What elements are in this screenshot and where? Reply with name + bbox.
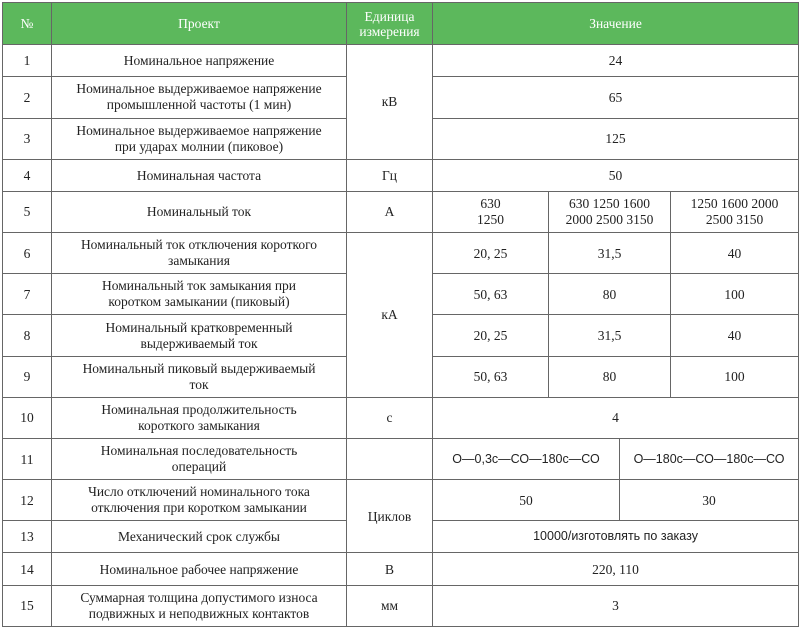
row-value: 3: [433, 585, 799, 626]
row-number: 10: [3, 397, 52, 438]
table-row: [3, 191, 799, 232]
table-row: [3, 585, 799, 626]
row-number: 15: [3, 585, 52, 626]
row-value-col3: [671, 191, 799, 232]
header-unit-line1: Единица: [364, 8, 415, 24]
table-row: [3, 233, 799, 274]
row-name-line1: Суммарная толщина допустимого износа: [80, 589, 318, 605]
row-number: 2: [3, 77, 52, 118]
row-value-col2: 80: [549, 356, 671, 397]
row-number: 8: [3, 315, 52, 356]
row-name-line1: Номинальное выдерживаемое напряжение: [76, 81, 322, 97]
spec-table: [2, 2, 799, 627]
row-name-line1: Номинальный ток отключения короткого: [80, 237, 318, 253]
value-line2: 1250: [477, 211, 504, 227]
row-value-col1: 20, 25: [433, 315, 549, 356]
row-name-line2: замыкания: [168, 253, 230, 269]
header-row: [3, 3, 799, 45]
unit-cell: В: [347, 553, 433, 585]
row-name-line2: подвижных и неподвижных контактов: [88, 605, 310, 621]
row-value: 220, 110: [433, 553, 799, 585]
value-line2: 2500 3150: [705, 211, 764, 227]
row-name-line1: Номинальная продолжительность: [101, 401, 297, 417]
table-row: [3, 159, 799, 191]
row-name: Номинальный ток: [52, 191, 347, 232]
value-line1: 1250 1600 2000: [690, 195, 779, 211]
row-value-col2: 31,5: [549, 233, 671, 274]
row-value-b: 30: [620, 480, 799, 521]
row-number: 14: [3, 553, 52, 585]
row-name-line1: Номинальный ток замыкания при: [101, 278, 297, 294]
row-value-b: О—180с—СО—180с—СО: [620, 438, 799, 479]
row-value-col1: 50, 63: [433, 274, 549, 315]
row-number: 4: [3, 159, 52, 191]
header-unit: [347, 3, 433, 45]
row-name: Номинальное рабочее напряжение: [52, 553, 347, 585]
row-number: 6: [3, 233, 52, 274]
table-row: [3, 553, 799, 585]
row-name-line1: Число отключений номинального тока: [88, 484, 310, 500]
row-name-line1: Номинальный пиковый выдерживаемый: [82, 360, 316, 376]
row-value-col2: [549, 191, 671, 232]
header-value: Значение: [433, 3, 799, 45]
table-row: [3, 438, 799, 479]
row-value-col1: 20, 25: [433, 233, 549, 274]
unit-cell: кВ: [347, 45, 433, 160]
row-number: 3: [3, 118, 52, 159]
row-value-col2: 80: [549, 274, 671, 315]
row-name: [52, 233, 347, 274]
row-name-line2: при ударах молнии (пиковое): [114, 138, 284, 154]
row-name: Механический срок службы: [52, 521, 347, 553]
row-value-col1: 50, 63: [433, 356, 549, 397]
header-project: Проект: [52, 3, 347, 45]
row-number: 13: [3, 521, 52, 553]
row-name: [52, 356, 347, 397]
row-value-col3: 100: [671, 274, 799, 315]
row-value-col1: [433, 191, 549, 232]
row-name: [52, 274, 347, 315]
unit-cell: кА: [347, 233, 433, 398]
row-name: [52, 438, 347, 479]
value-line1: 630 1250 1600: [569, 195, 650, 211]
row-name-line2: ток: [189, 376, 209, 392]
unit-cell: А: [347, 191, 433, 232]
row-value: 4: [433, 397, 799, 438]
unit-cell: [347, 438, 433, 479]
table-row: [3, 480, 799, 521]
row-name-line2: промышленной частоты (1 мин): [106, 97, 292, 113]
header-num: №: [3, 3, 52, 45]
row-value-col3: 40: [671, 315, 799, 356]
row-number: 9: [3, 356, 52, 397]
row-name: [52, 397, 347, 438]
row-name: [52, 480, 347, 521]
row-value: 24: [433, 45, 799, 77]
table-row: [3, 397, 799, 438]
unit-cell: с: [347, 397, 433, 438]
row-name: [52, 585, 347, 626]
unit-cell: Гц: [347, 159, 433, 191]
row-value: 50: [433, 159, 799, 191]
row-number: 12: [3, 480, 52, 521]
row-value: 65: [433, 77, 799, 118]
row-name-line1: Номинальный кратковременный: [105, 319, 293, 335]
row-name-line2: коротком замыкании (пиковый): [108, 294, 290, 310]
row-name-line2: операций: [171, 459, 227, 475]
unit-cell: Циклов: [347, 480, 433, 553]
row-value-col3: 40: [671, 233, 799, 274]
row-name: Номинальная частота: [52, 159, 347, 191]
value-line1: 630: [480, 195, 501, 211]
row-number: 7: [3, 274, 52, 315]
value-line2: 2000 2500 3150: [565, 211, 654, 227]
row-name-line2: короткого замыкания: [138, 417, 260, 433]
row-value: 125: [433, 118, 799, 159]
unit-cell: мм: [347, 585, 433, 626]
row-value: 10000/изготовлять по заказу: [433, 521, 799, 553]
row-name-line1: Номинальное выдерживаемое напряжение: [76, 122, 322, 138]
row-name: [52, 315, 347, 356]
row-name: [52, 77, 347, 118]
row-number: 1: [3, 45, 52, 77]
row-name-line2: отключения при коротком замыкании: [91, 500, 307, 516]
row-name-line2: выдерживаемый ток: [140, 335, 258, 351]
row-value-col3: 100: [671, 356, 799, 397]
row-value-a: 50: [433, 480, 620, 521]
row-name: [52, 118, 347, 159]
row-value-col2: 31,5: [549, 315, 671, 356]
header-unit-line2: измерения: [359, 23, 420, 39]
table-row: [3, 45, 799, 77]
row-number: 11: [3, 438, 52, 479]
row-value-a: О—0,3с—СО—180с—СО: [433, 438, 620, 479]
row-name-line1: Номинальная последовательность: [100, 443, 298, 459]
row-number: 5: [3, 191, 52, 232]
row-name: Номинальное напряжение: [52, 45, 347, 77]
